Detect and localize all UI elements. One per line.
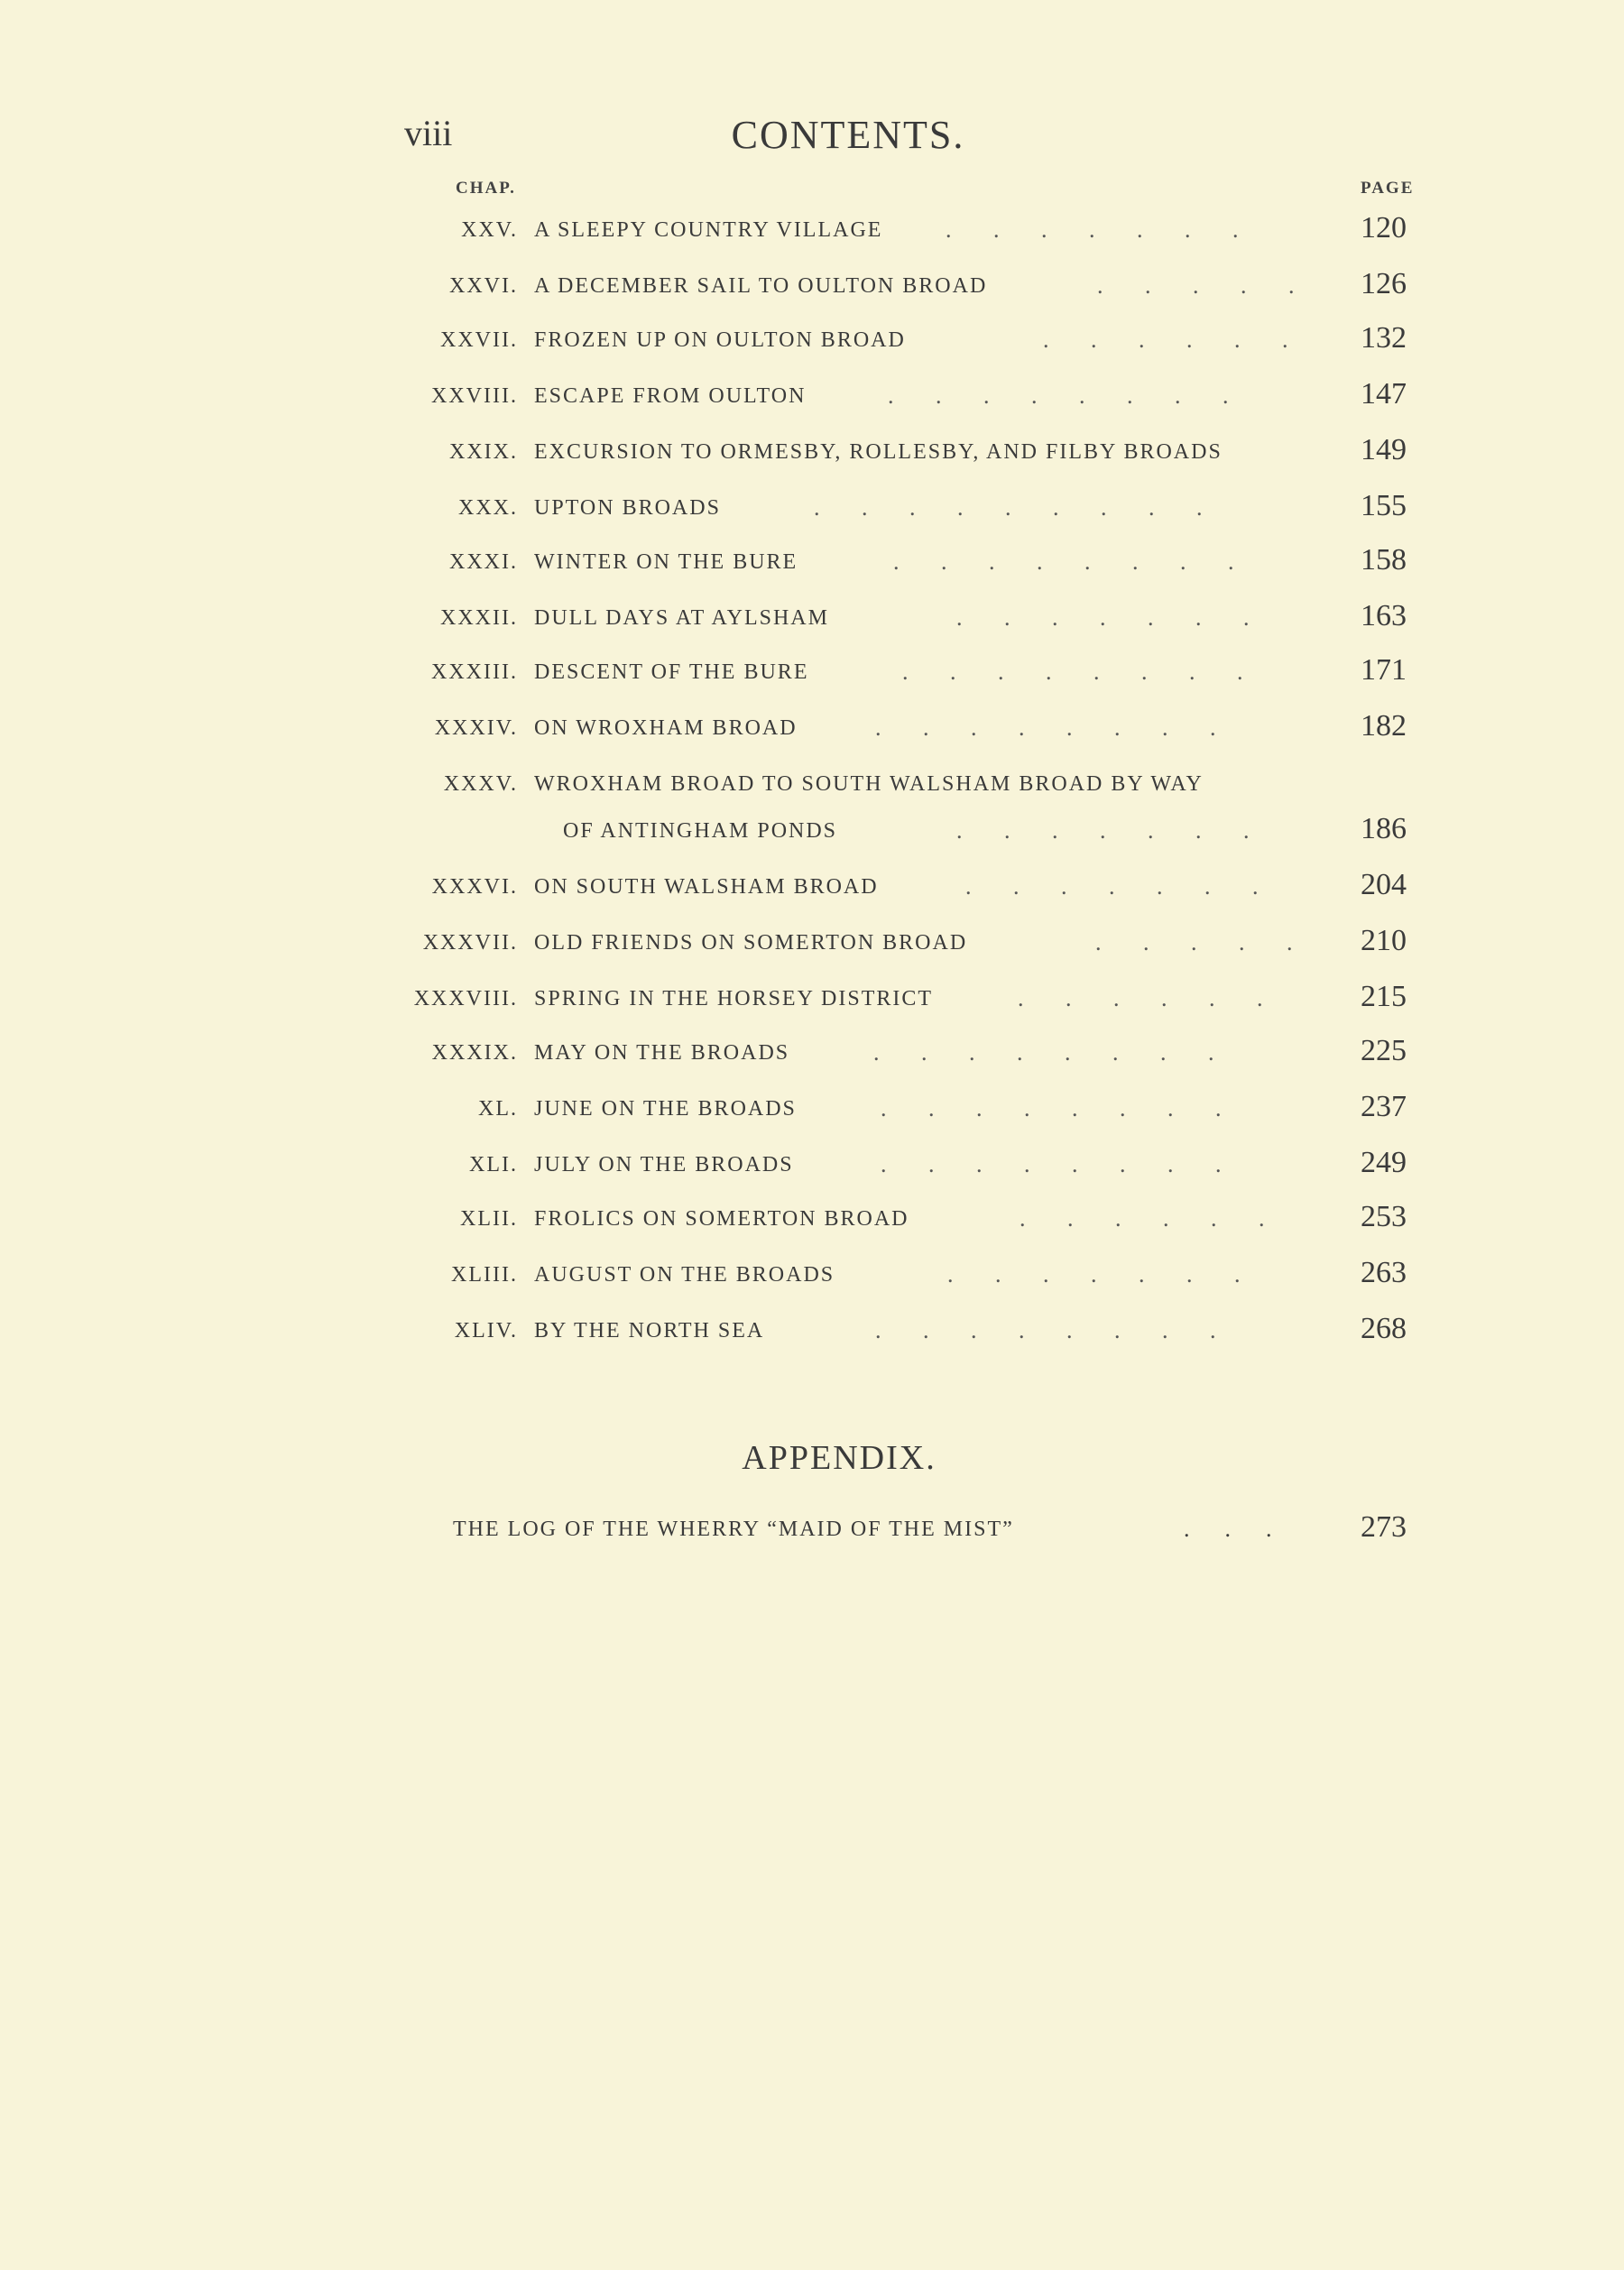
toc-entry-title: MAY ON THE BROADS: [534, 1041, 790, 1065]
toc-entry-title: UPTON BROADS: [534, 496, 721, 520]
toc-entry-chapter-number: XXIX.: [449, 440, 518, 464]
toc-entry-leader: . . . . . . . .: [888, 383, 1247, 409]
toc-entry-page: 210: [1361, 924, 1407, 957]
toc-entry-leader: . . . . . .: [1043, 327, 1306, 353]
toc-entry-title: JULY ON THE BROADS: [534, 1153, 794, 1177]
toc-entry-leader: . . . . . . . .: [881, 1151, 1240, 1177]
toc-entry: [0, 377, 1624, 420]
toc-entry: [0, 267, 1624, 310]
toc-entry-page: 225: [1361, 1034, 1407, 1067]
toc-entry-chapter-number: XXXI.: [449, 550, 518, 574]
toc-entry-chapter-number: XXVIII.: [431, 384, 518, 408]
toc-entry-leader: . . . . . . . .: [902, 659, 1261, 685]
toc-entry-chapter-number: XXV.: [461, 218, 518, 242]
toc-entry: [0, 599, 1624, 642]
toc-entry-chapter-number: XXXIV.: [434, 716, 518, 740]
toc-entry-chapter-number: XXX.: [458, 496, 518, 520]
toc-entry-page: 186: [1361, 812, 1407, 845]
toc-entry-chapter-number: XXXVIII.: [413, 987, 518, 1010]
toc-entry-title: A SLEEPY COUNTRY VILLAGE: [534, 218, 883, 242]
toc-entry-leader: . . . . . . .: [965, 873, 1277, 900]
toc-entry-page: 126: [1361, 267, 1407, 300]
toc-entry: [0, 211, 1624, 254]
toc-entry-page: 120: [1361, 211, 1407, 245]
toc-entry-leader: . . . . . . .: [956, 817, 1268, 844]
toc-entry-chapter-number: XXXII.: [440, 606, 518, 630]
toc-entry-title: ON WROXHAM BROAD: [534, 716, 798, 740]
toc-entry-page: 155: [1361, 489, 1407, 522]
toc-entry-page: 268: [1361, 1312, 1407, 1345]
page-column-header: PAGE: [1361, 179, 1415, 198]
toc-entry: [0, 433, 1624, 476]
toc-entry-title: FROLICS ON SOMERTON BROAD: [534, 1207, 909, 1231]
toc-entry: [0, 321, 1624, 364]
toc-entry-page: 132: [1361, 321, 1407, 355]
toc-entry: [0, 653, 1624, 697]
toc-entry: [0, 1034, 1624, 1077]
toc-entry: [0, 812, 1624, 855]
toc-entry-leader: . . . . . . . .: [893, 549, 1252, 575]
toc-entry-title: AUGUST ON THE BROADS: [534, 1263, 835, 1287]
toc-entry-title: OF ANTINGHAM PONDS: [563, 819, 838, 843]
toc-entry-chapter-number: XXXIX.: [431, 1041, 518, 1065]
toc-entry: [0, 489, 1624, 532]
toc-entry-page: 215: [1361, 980, 1407, 1013]
toc-entry-chapter-number: XXVI.: [449, 274, 518, 298]
toc-entry-title: FROZEN UP ON OULTON BROAD: [534, 328, 906, 352]
toc-entry-chapter-number: XXXIII.: [431, 660, 518, 684]
appendix-heading: APPENDIX.: [742, 1439, 937, 1477]
appendix-entry-page: 273: [1361, 1510, 1407, 1544]
page-number: viii: [404, 113, 453, 153]
toc-entry-page: 263: [1361, 1256, 1407, 1289]
toc-entry: [0, 1146, 1624, 1189]
toc-entry: [0, 1090, 1624, 1133]
toc-entry-page: 149: [1361, 433, 1407, 466]
appendix-entry: [0, 1510, 1624, 1554]
toc-entry-chapter-number: XXVII.: [440, 328, 518, 352]
toc-entry-title: JUNE ON THE BROADS: [534, 1097, 797, 1121]
toc-entry-title: ESCAPE FROM OULTON: [534, 384, 807, 408]
toc-entry: [0, 543, 1624, 586]
toc-entry-title: EXCURSION TO ORMESBY, ROLLESBY, AND FILBY BROADS: [534, 440, 1223, 464]
toc-entry-page: 253: [1361, 1200, 1407, 1233]
toc-entry-leader: . . . . . .: [1018, 985, 1281, 1011]
toc-entry-title: ON SOUTH WALSHAM BROAD: [534, 875, 879, 899]
toc-entry-chapter-number: XLI.: [469, 1153, 518, 1177]
toc-entry-title: BY THE NORTH SEA: [534, 1319, 765, 1343]
toc-entry-chapter-number: XXXVII.: [422, 931, 518, 955]
toc-entry-chapter-number: XXXVI.: [431, 875, 518, 899]
toc-entry: [0, 868, 1624, 911]
toc-entry: [0, 1256, 1624, 1299]
toc-entry: [0, 709, 1624, 752]
toc-entry-chapter-number: XLII.: [460, 1207, 518, 1231]
toc-entry-leader: . . . . . . .: [946, 217, 1257, 243]
toc-entry: [0, 772, 1624, 808]
toc-entry-title: DESCENT OF THE BURE: [534, 660, 809, 684]
toc-entry-chapter-number: XL.: [478, 1097, 518, 1121]
toc-entry-leader: . . . . . . .: [947, 1261, 1259, 1287]
toc-entry: [0, 924, 1624, 967]
toc-entry-chapter-number: XLIII.: [451, 1263, 518, 1287]
toc-entry-page: 171: [1361, 653, 1407, 687]
toc-entry-page: 158: [1361, 543, 1407, 577]
toc-entry-title: WROXHAM BROAD TO SOUTH WALSHAM BROAD BY WAY: [534, 772, 1204, 796]
toc-entry-chapter-number: XXXV.: [443, 772, 518, 796]
toc-entry: [0, 980, 1624, 1023]
toc-entry-leader: . . . . .: [1095, 929, 1311, 955]
toc-entry-page: 147: [1361, 377, 1407, 411]
toc-entry: [0, 1200, 1624, 1243]
toc-entry-leader: . . . . . . . .: [881, 1095, 1240, 1121]
appendix-entry-leader: . . .: [1184, 1516, 1272, 1542]
toc-entry: [0, 1312, 1624, 1355]
toc-entry-leader: . . . . . . . .: [875, 715, 1234, 741]
toc-entry-leader: . . . . . .: [1020, 1205, 1283, 1232]
toc-entry-title: SPRING IN THE HORSEY DISTRICT: [534, 987, 934, 1010]
toc-entry-title: OLD FRIENDS ON SOMERTON BROAD: [534, 931, 968, 955]
toc-entry-title: DULL DAYS AT AYLSHAM: [534, 606, 829, 630]
toc-entry-chapter-number: XLIV.: [454, 1319, 518, 1343]
chap-column-header: CHAP.: [456, 179, 516, 198]
appendix-entry-title: THE LOG OF THE WHERRY “MAID OF THE MIST”: [453, 1518, 1014, 1541]
toc-entry-page: 204: [1361, 868, 1407, 901]
toc-entry-page: 249: [1361, 1146, 1407, 1179]
toc-entry-title: A DECEMBER SAIL TO OULTON BROAD: [534, 274, 988, 298]
toc-entry-leader: . . . . . . . .: [875, 1317, 1234, 1343]
toc-entry-leader: . . . . . . . .: [873, 1039, 1232, 1066]
toc-entry-leader: . . . . . . .: [956, 604, 1268, 631]
page-title: CONTENTS.: [731, 113, 965, 157]
toc-entry-page: 163: [1361, 599, 1407, 632]
toc-entry-page: 237: [1361, 1090, 1407, 1123]
toc-entry-leader: . . . . . . . . .: [814, 494, 1221, 521]
toc-entry-page: 182: [1361, 709, 1407, 743]
toc-entry-title: WINTER ON THE BURE: [534, 550, 798, 574]
toc-entry-leader: . . . . .: [1097, 272, 1313, 299]
